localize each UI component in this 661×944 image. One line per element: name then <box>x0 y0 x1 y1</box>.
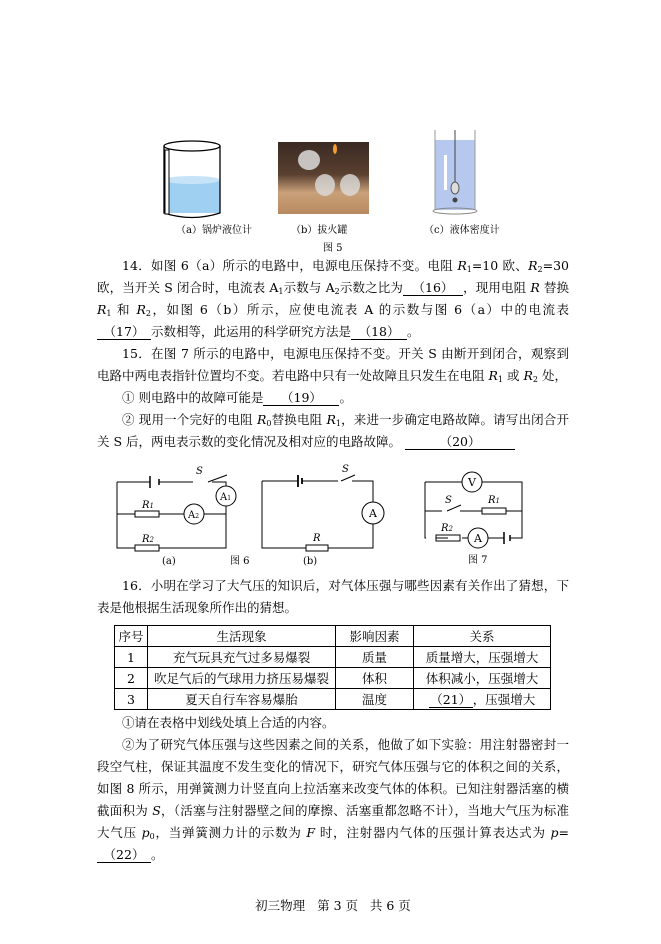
svg-text:R: R <box>313 533 321 544</box>
table-row: 3 夏天自行车容易爆胎 温度 （21） ，压强增大 <box>115 689 551 710</box>
blank-18[interactable]: （18） <box>351 324 407 340</box>
svg-text:(b): (b) <box>303 556 318 567</box>
question-16-part2: ②为了研究气体压强与这些因素之间的关系，他做了如下实验：用注射器密封一段空气柱，保证其温度不发生变化的情况下，研究气体压强与它的体积之间的关系，如图 8 所示，用弹簧测力计竖直向上拉活塞来改变气体的体积。已知注射器活塞的横截面积为 S，（活塞与注射器壁之间的摩擦、活塞重都忽略不计），当地大气压为标准大气压 $p_0$，当弹簧测力计的示数为 F 时，注射器内气体的压强计算表达式为 p=（22） 。 <box>97 737 569 862</box>
figure5-title: 图 5 <box>323 243 343 254</box>
blank-21[interactable]: （21） <box>430 692 472 707</box>
svg-text:R1: R1 <box>142 500 154 511</box>
svg-text:(a): (a) <box>162 556 176 567</box>
svg-text:图 7: 图 7 <box>468 555 488 566</box>
blank-20[interactable]: （20） <box>405 434 515 450</box>
question-15: 15．在图 7 所示的电路中，电源电压保持不变。开关 S 由断开到闭合，观察到电路中两电表指针位置均不变。若电路中只有一处故障且只发生在电阻 $R_1$ 或 $R_2$ 处， <box>97 346 569 384</box>
svg-text:A2: A2 <box>188 510 200 521</box>
svg-text:R2: R2 <box>142 534 154 545</box>
figure-5 <box>0 0 661 255</box>
svg-text:S: S <box>445 495 452 506</box>
guess-table <box>114 625 551 710</box>
svg-text:R2: R2 <box>441 523 453 534</box>
svg-text:V: V <box>468 476 476 489</box>
svg-text:A: A <box>474 532 482 545</box>
liquid-densimeter-image <box>430 130 480 215</box>
circuit-6b <box>262 475 384 551</box>
boiler-level-gauge-image <box>160 140 240 222</box>
blank-19[interactable]: （19） <box>263 390 339 406</box>
question-15-part2: ② 现用一个完好的电阻 $R_0$替换电阻 $R_1$，来进一步确定电路故障。请写出闭合开关 S 后，两电表示数的变化情况及相对应的电路故障。 （20） <box>97 412 569 449</box>
question-15-part1: ① 则电路中的故障可能是 （19） 。 <box>122 390 352 405</box>
circuit-diagrams <box>90 461 570 571</box>
blank-22[interactable]: （22） <box>97 847 151 863</box>
circuit-6a <box>117 475 236 551</box>
question-16-part1: ①请在表格中划线处填上合适的内容。 <box>122 715 335 730</box>
table-header: 序号 生活现象 影响因素 关系 <box>115 626 551 647</box>
blank-16[interactable]: （16） <box>403 280 463 296</box>
caption-a: （a）锅炉液位计 <box>176 225 252 236</box>
svg-text:R1: R1 <box>488 495 500 506</box>
svg-text:图 6: 图 6 <box>230 556 250 567</box>
page-footer: 初三物理 第 3 页 共 6 页 <box>255 898 411 913</box>
label-s-6a: S <box>196 466 203 477</box>
svg-text:S: S <box>342 464 349 475</box>
table-row: 2 吹足气后的气球用力挤压易爆裂 体积 体积减小，压强增大 <box>115 668 551 689</box>
caption-c: （c）液体密度计 <box>424 225 500 236</box>
svg-text:A: A <box>369 507 377 520</box>
svg-text:A1: A1 <box>220 492 232 503</box>
blank-17[interactable]: （17） <box>97 324 151 340</box>
question-14: 14．如图 6（a）所示的电路中，电源电压保持不变。电阻 $R_1=10$ 欧、$R_2=30$ 欧，当开关 S 闭合时，电流表 $A_1$示数与 $A_2$示数之比为 （16） ，现用电阻 R 替换 $R_1$ 和 $R_2$，如图 6（b）所示，应使电流表 A 的示数与图 6（a）中的电流表（17） 示数相等，此运用的科学研究方法是 （18） 。 <box>97 258 570 339</box>
cupping-photo <box>278 142 369 214</box>
question-16-intro: 16．小明在学习了大气压的知识后，对气体压强与哪些因素有关作出了猜想，下表是他根据生活现象所作出的猜想。 <box>97 578 569 615</box>
caption-b: （b）拔火罐 <box>291 225 348 236</box>
table-row: 1 充气玩具充气过多易爆裂 质量 质量增大，压强增大 <box>115 647 551 668</box>
